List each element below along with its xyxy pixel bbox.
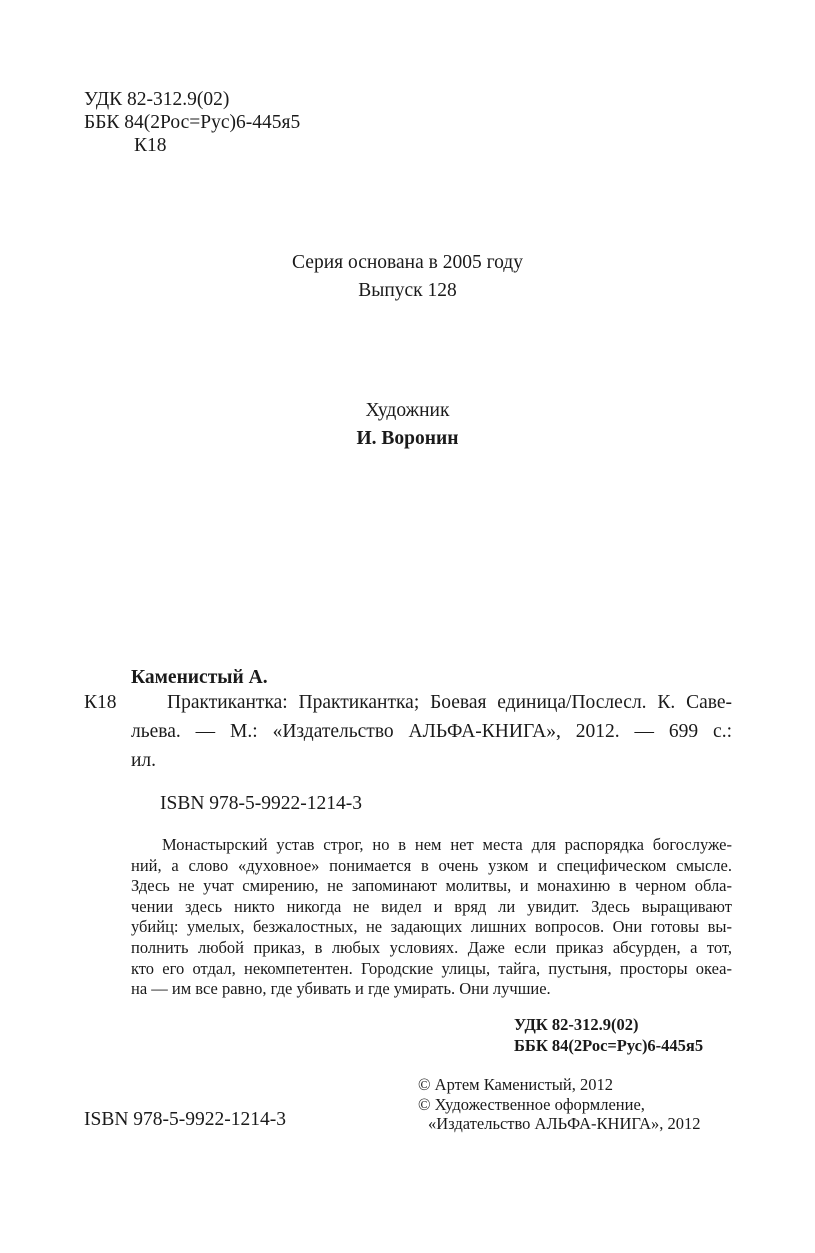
- annotation-line: на — им все равно, где убивать и где умирать. Они лучшие.: [131, 979, 551, 999]
- annotation-line: полнить любой приказ, в любых условиях. Даже если приказ абсурден, а тот,: [131, 937, 732, 957]
- classification-block: [84, 88, 300, 157]
- bottom-bbk-code: ББК 84(2Рос=Рус)6-445я5: [514, 1036, 704, 1055]
- series-block: [0, 249, 815, 305]
- annotation-line: убийц: умелых, безжалостных, не задающих лишних вопросов. Они готовы вы-: [131, 917, 732, 937]
- udk-code: УДК 82-312.9(02): [84, 89, 230, 110]
- catalog-description-line: Практикантка: Практикантка; Боевая единица/Послесл. К. Саве-: [167, 692, 732, 713]
- bottom-udk-code: УДК 82-312.9(02): [514, 1015, 639, 1034]
- annotation-line: кто его отдал, некомпетентен. Городские улицы, тайга, пустыня, просторы океа-: [131, 958, 732, 978]
- catalog-description-line: ил.: [131, 750, 157, 771]
- series-founded: Серия основана в 2005 году: [292, 252, 523, 273]
- bottom-classification: [514, 1014, 703, 1056]
- catalog-description: [131, 688, 732, 775]
- artist-block: [0, 397, 815, 453]
- bbk-code: ББК 84(2Рос=Рус)6-445я5: [84, 112, 301, 133]
- annotation-line: ний, а слово «духовное» понимается в очень узком и специфическом смысле.: [131, 855, 732, 875]
- annotation-line: Монастырский устав строг, но в нем нет места для распорядка богослуже-: [162, 835, 732, 854]
- artist-name: И. Воронин: [356, 428, 459, 449]
- copyright-block: [418, 1075, 701, 1134]
- copyright-author: © Артем Каменистый, 2012: [418, 1075, 613, 1094]
- series-issue: Выпуск 128: [358, 280, 457, 301]
- annotation-paragraph: [131, 835, 732, 1000]
- annotation-line: чении здесь никто никогда не видел и вряд ли увидит. Здесь выращивают: [131, 896, 732, 916]
- author-mark: К18: [134, 135, 167, 156]
- annotation-line: Здесь не учат смирению, не запоминают молитвы, и монахиню в черном обла-: [131, 876, 732, 896]
- copyright-design: © Художественное оформление,: [418, 1094, 645, 1114]
- catalog-mark: К18: [84, 692, 117, 713]
- catalog-author: Каменистый А.: [131, 667, 268, 688]
- catalog-isbn: ISBN 978-5-9922-1214-3: [160, 793, 363, 814]
- catalog-description-line: льева. — М.: «Издательство АЛЬФА-КНИГА», 2012. — 699 с.:: [131, 721, 732, 742]
- artist-label: Художник: [365, 400, 450, 421]
- isbn-bottom: ISBN 978-5-9922-1214-3: [84, 1109, 287, 1130]
- copyright-publisher: «Издательство АЛЬФА-КНИГА», 2012: [428, 1114, 701, 1133]
